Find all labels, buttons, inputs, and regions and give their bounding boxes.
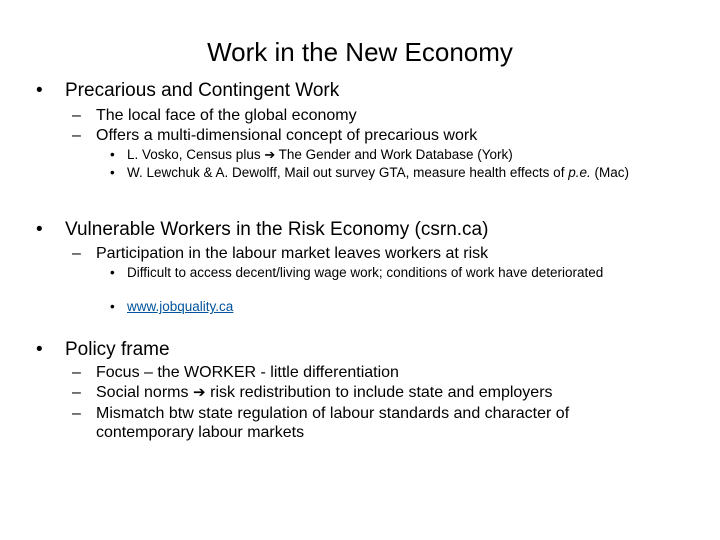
bullet-dot: • (110, 147, 115, 162)
dash-marker: – (72, 127, 81, 144)
sub-bullet-text-part: Social norms (96, 384, 189, 401)
item-text-part: The Gender and Work Database (York) (278, 147, 513, 162)
dash-marker: – (72, 405, 81, 422)
bullet-text: Precarious and Contingent Work (65, 80, 340, 101)
item-text-emphasis: p.e. (568, 165, 591, 180)
item-text-part: (Mac) (594, 165, 630, 180)
dash-marker: – (72, 107, 81, 124)
item-text: Difficult to access decent/living wage work; conditions of work have deteriorated (127, 265, 604, 280)
sub-bullet-text: Focus – the WORKER - little differentiation (96, 364, 399, 381)
bullet-dot: • (36, 219, 43, 240)
bullet-dot: • (110, 299, 115, 314)
bullet-text: Vulnerable Workers in the Risk Economy (csrn.ca) (65, 219, 489, 240)
dash-marker: – (72, 384, 81, 401)
arrow-right-icon: ➔ (192, 384, 206, 401)
sub-bullet-text-part: risk redistribution to include state and employers (210, 384, 553, 401)
item-text-part: W. Lewchuk & A. Dewolff, Mail out survey GTA, measure health effects of (127, 165, 565, 180)
sub-bullet-text: Mismatch btw state regulation of labour standards and character of contemporary labour markets (96, 405, 570, 441)
bullet-text: Policy frame (65, 339, 170, 360)
dash-marker: – (72, 245, 81, 262)
jobquality-link[interactable]: www.jobquality.ca (127, 299, 234, 314)
slide-title: Work in the New Economy (207, 37, 513, 67)
bullet-dot: • (110, 265, 115, 280)
sub-bullet-text: The local face of the global economy (96, 107, 357, 124)
item-text-part: L. Vosko, Census plus (127, 147, 261, 162)
arrow-right-icon: ➔ (264, 147, 276, 162)
item-text (127, 165, 687, 181)
bullet-dot: • (36, 339, 43, 360)
sub-bullet-text (96, 383, 656, 402)
item-text (127, 147, 687, 163)
sub-bullet-text: Offers a multi-dimensional concept of precarious work (96, 127, 478, 144)
dash-marker: – (72, 364, 81, 381)
bullet-dot: • (110, 165, 115, 180)
bullet-dot: • (36, 80, 43, 101)
sub-bullet-text: Participation in the labour market leaves workers at risk (96, 245, 489, 262)
